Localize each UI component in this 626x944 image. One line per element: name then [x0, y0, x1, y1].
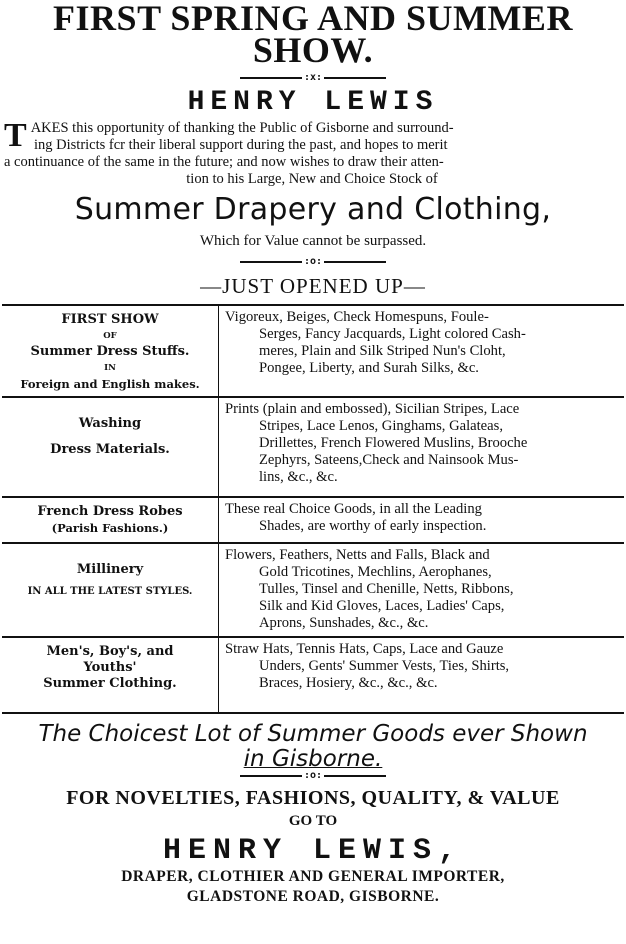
category-line: IN ALL THE LATEST STYLES. — [27, 586, 193, 597]
intro-line-3: a continuance of the same in the future; and now wishes to draw their atten- — [4, 154, 444, 170]
intro-line-2: ing Districts fcr their liberal support during the past, and hopes to merit — [34, 137, 448, 153]
merchant-name-footer: HENRY LEWIS, — [162, 834, 464, 868]
description-line: Tulles, Tinsel and Chenille, Netts, Ribbons, — [259, 581, 514, 597]
table-row — [2, 397, 624, 497]
description-line: Flowers, Feathers, Netts and Falls, Black and — [225, 547, 490, 563]
row-category — [2, 397, 219, 497]
go-to-line: GO TO — [288, 813, 338, 829]
choicest-line-2: in Gisborne. — [243, 746, 383, 772]
description-line: Stripes, Lace Lenos, Ginghams, Galateas, — [259, 418, 503, 434]
intro-dropcap: T — [4, 117, 27, 154]
goods-table — [2, 304, 624, 714]
divider-bar-left — [240, 77, 302, 79]
description-line: Aprons, Sunshades, &c., &c. — [259, 615, 429, 631]
description-line: Gold Tricotines, Mechlins, Aerophanes, — [259, 564, 492, 580]
category-line: (Parish Fashions.) — [51, 521, 169, 535]
category-line: Summer Dress Stuffs. — [30, 344, 190, 359]
category-line: Foreign and English makes. — [20, 377, 200, 391]
row-description — [219, 543, 625, 637]
category-line: FIRST SHOW — [61, 312, 159, 327]
divider-top — [0, 72, 626, 84]
description-line: These real Choice Goods, in all the Leading — [225, 501, 482, 517]
divider-bar-right — [324, 77, 386, 79]
merchant-address: GLADSTONE ROAD, GISBORNE. — [186, 888, 440, 905]
merchant-trade: DRAPER, CLOTHIER AND GENERAL IMPORTER, — [121, 868, 505, 885]
merchant-name: HENRY LEWIS — [187, 87, 439, 118]
description-line: Drillettes, French Flowered Muslins, Brooche — [259, 435, 528, 451]
divider-ornament: :o: — [303, 770, 323, 781]
description-line: Serges, Fancy Jacquards, Light colored Cash- — [259, 326, 526, 342]
title-line-2: SHOW. — [252, 30, 374, 70]
category-line: Millinery — [76, 562, 144, 577]
divider-bar-right — [324, 775, 386, 777]
title-line-1: FIRST SPRING AND SUMMER — [53, 0, 573, 38]
description-line: Braces, Hosiery, &c., &c., &c. — [259, 675, 438, 691]
novelties-line: FOR NOVELTIES, FASHIONS, QUALITY, & VALUE — [66, 787, 560, 809]
description-line: Silk and Kid Gloves, Laces, Ladies' Caps, — [259, 598, 505, 614]
table-row — [2, 637, 624, 713]
category-line: IN — [104, 363, 116, 373]
divider-ornament: :x: — [303, 72, 323, 83]
row-description — [219, 637, 625, 713]
choicest-line-1: The Choicest Lot of Summer Goods ever Shown — [38, 721, 588, 747]
table-row — [2, 497, 624, 543]
category-line: Summer Clothing. — [43, 676, 177, 691]
row-category — [2, 305, 219, 397]
choicest-slogan — [0, 722, 626, 772]
category-line: French Dress Robes — [37, 504, 183, 519]
table-row — [2, 305, 624, 397]
category-line: OF — [103, 331, 117, 341]
description-line: meres, Plain and Silk Striped Nun's Cloht, — [259, 343, 506, 359]
table-row — [2, 543, 624, 637]
ad-title — [0, 0, 626, 70]
divider-bar-right — [324, 261, 386, 263]
subline: Which for Value cannot be surpassed. — [199, 233, 427, 249]
description-line: lins, &c., &c. — [259, 469, 338, 485]
row-category — [2, 637, 219, 713]
just-opened-banner: —JUST OPENED UP— — [200, 274, 426, 298]
description-line: Vigoreux, Beiges, Check Homespuns, Foule- — [225, 309, 489, 325]
intro-line-1: AKES this opportunity of thanking the Public of Gisborne and surround- — [30, 120, 454, 136]
divider-middle — [0, 256, 626, 268]
category-line: Men's, Boy's, and — [46, 644, 174, 659]
category-line: Dress Materials. — [50, 442, 170, 457]
row-category — [2, 497, 219, 543]
intro-line-4: tion to his Large, New and Choice Stock of — [186, 171, 438, 187]
description-line: Zephyrs, Sateens,Check and Nainsook Mus- — [259, 452, 519, 468]
row-description — [219, 397, 625, 497]
divider-ornament: :o: — [303, 256, 323, 267]
divider-bar-left — [240, 775, 302, 777]
description-line: Shades, are worthy of early inspection. — [259, 518, 487, 534]
category-line: Washing — [78, 416, 142, 431]
description-line: Unders, Gents' Summer Vests, Ties, Shirts, — [259, 658, 510, 674]
category-line: Youths' — [83, 660, 137, 675]
headline: Summer Drapery and Clothing, — [74, 192, 552, 227]
intro-paragraph — [4, 117, 620, 188]
description-line: Straw Hats, Tennis Hats, Caps, Lace and Gauze — [225, 641, 504, 657]
row-description — [219, 497, 625, 543]
description-line: Prints (plain and embossed), Sicilian Stripes, Lace — [225, 401, 520, 417]
row-description — [219, 305, 625, 397]
divider-bottom — [0, 770, 626, 782]
description-line: Pongee, Liberty, and Surah Silks, &c. — [259, 360, 479, 376]
row-category — [2, 543, 219, 637]
divider-bar-left — [240, 261, 302, 263]
